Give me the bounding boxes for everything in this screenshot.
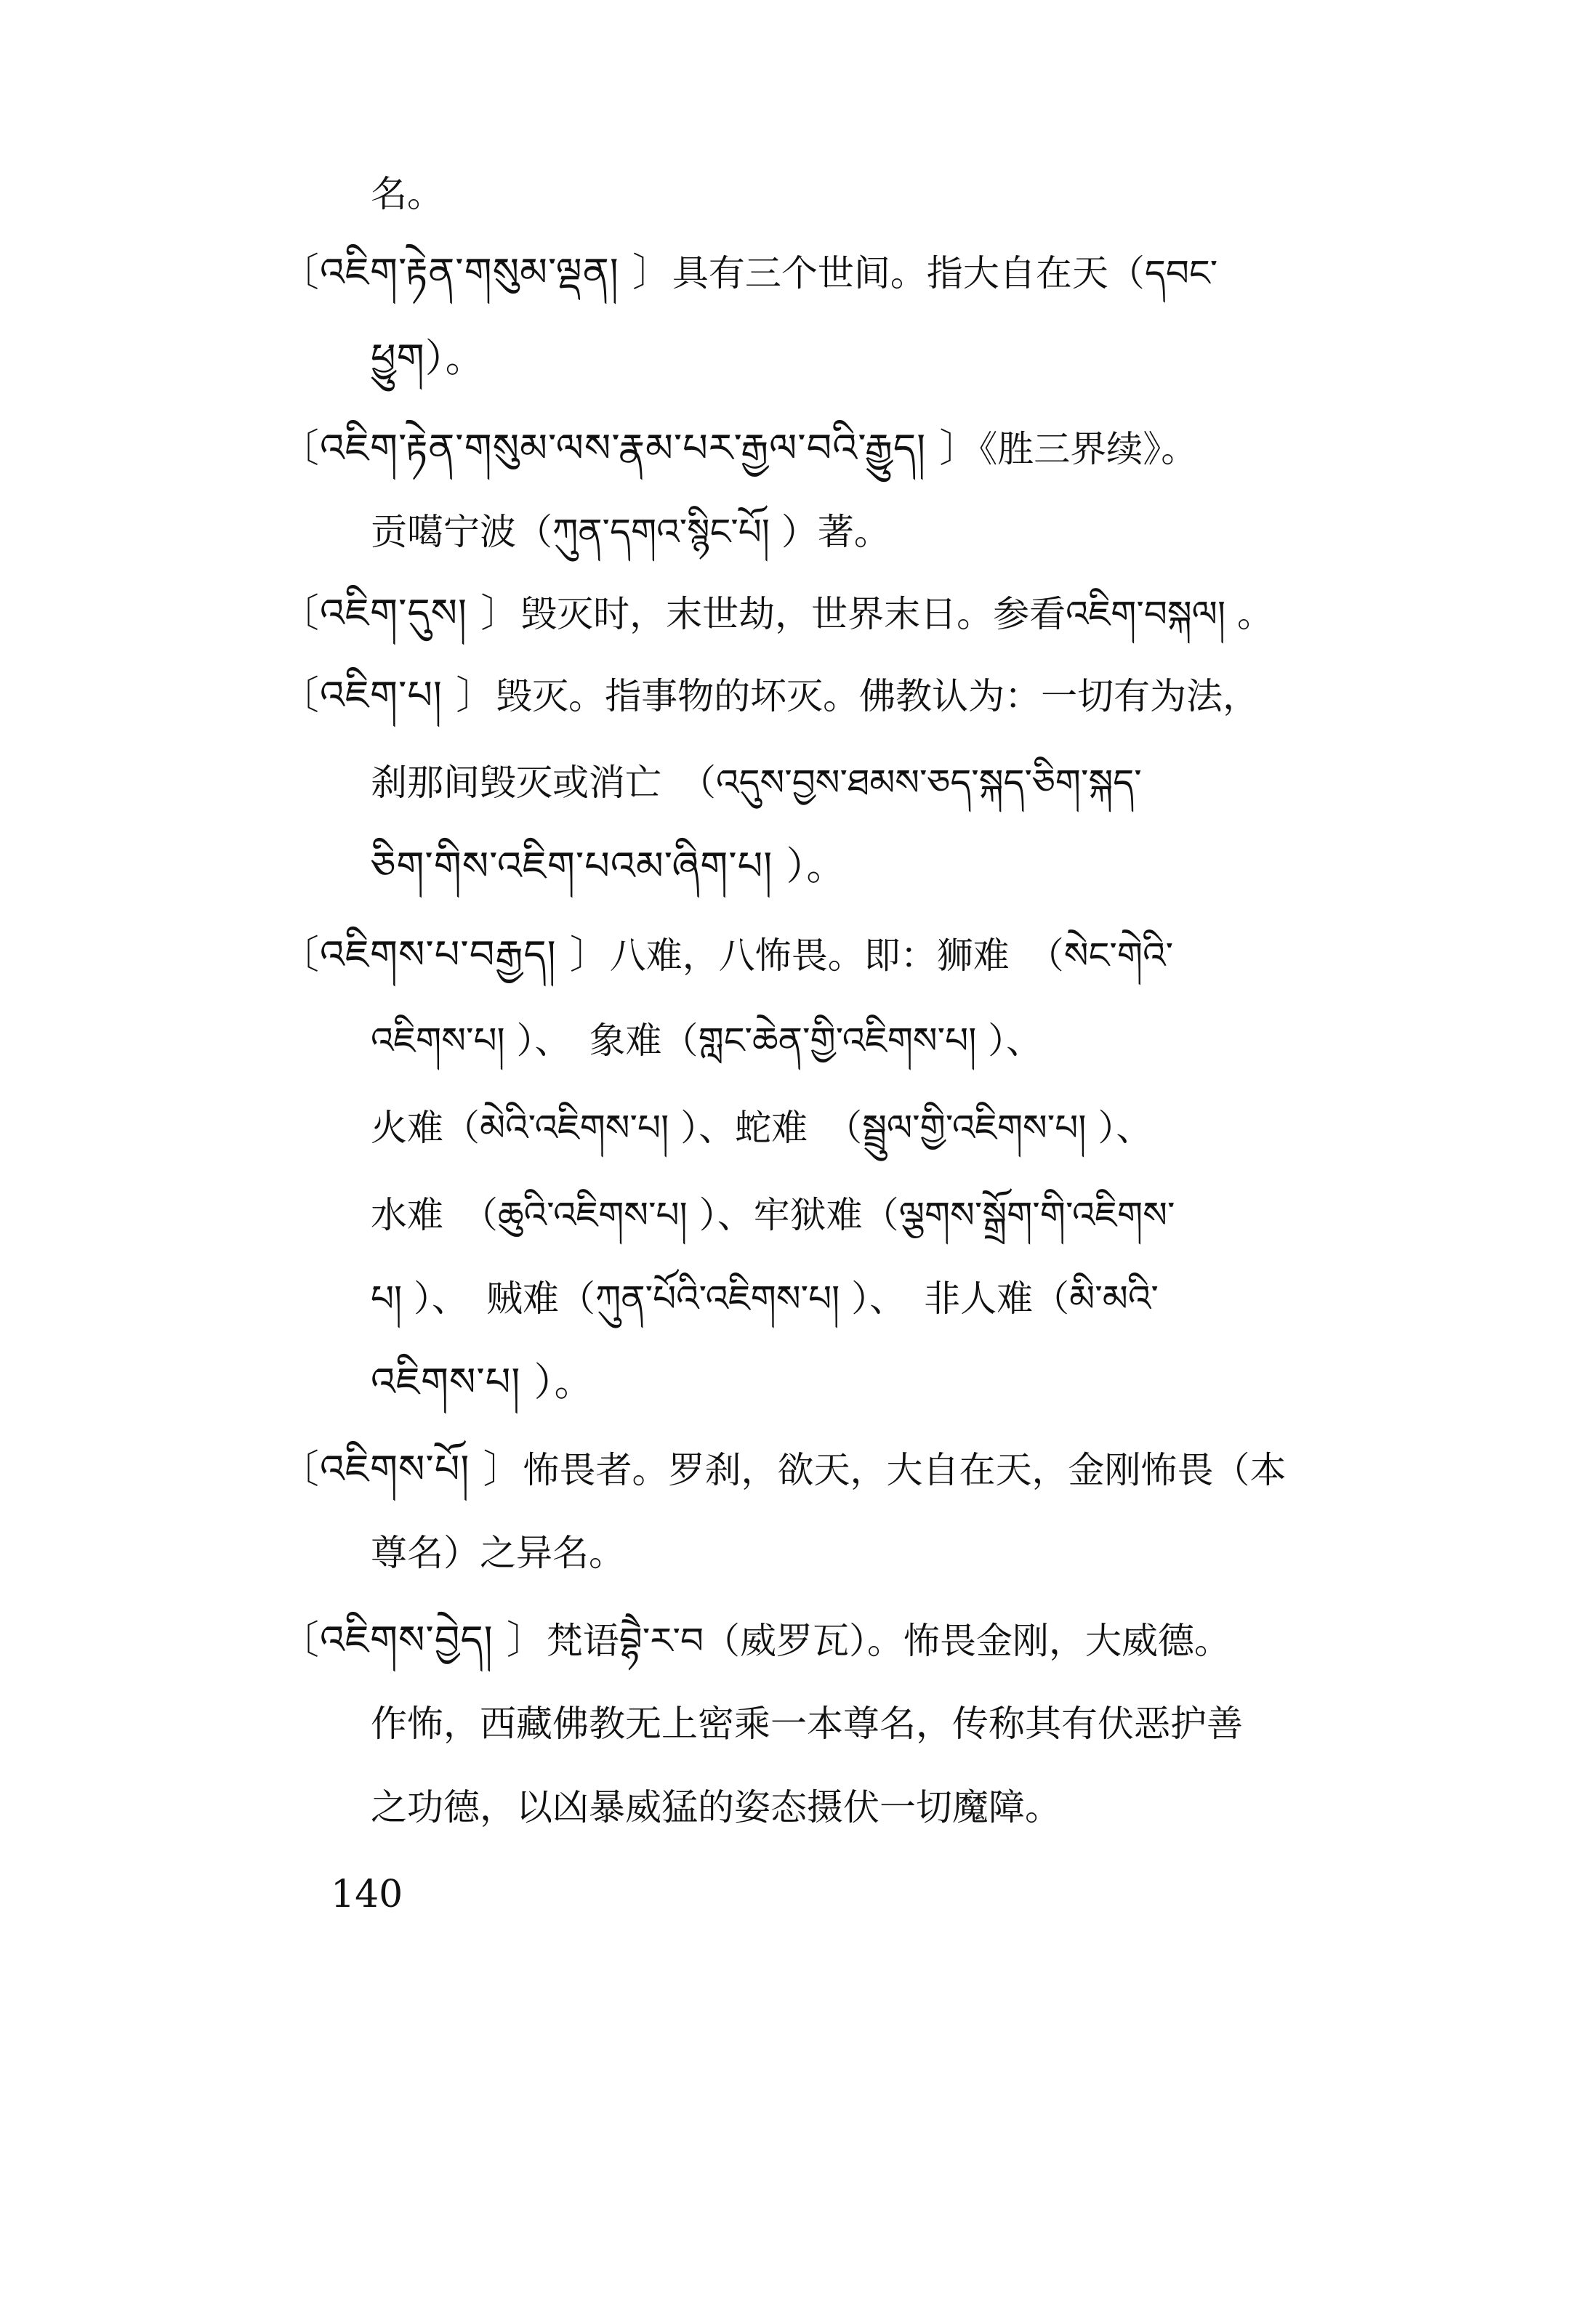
text-line xyxy=(371,335,486,382)
entry-line xyxy=(280,1446,1287,1493)
definition-text: 怖畏者。罗刹，欲天，大自在天，金刚怖畏（本 xyxy=(523,1449,1287,1491)
line-text: 尊名）之异名。 xyxy=(371,1532,625,1574)
text-line xyxy=(371,1192,1175,1238)
line-text: 名。 xyxy=(371,173,443,215)
headword: 〔འཇིགས་པ་བརྒྱད། 〕 xyxy=(280,932,610,977)
headword: 〔འཇིག་རྟེན་གསུམ་ལྡན། 〕 xyxy=(280,249,672,295)
line-text: 贡噶宁波（ཀུན་དགའ་སྙིང་པོ། ）著。 xyxy=(371,511,890,553)
text-line xyxy=(371,1359,595,1406)
text-line xyxy=(371,1017,1042,1064)
entry-line xyxy=(280,249,1217,296)
text-line xyxy=(371,509,890,555)
line-text: ཕྱུག）。 xyxy=(371,335,486,381)
line-text: འཇིགས་པ། ）。 xyxy=(371,1359,595,1405)
headword: 〔འཇིག་པ། 〕 xyxy=(280,672,496,718)
line-text: 火难（མེའི་འཇིགས་པ། ）、蛇难 （སྦྲུལ་གྱི་འཇིགས་པ། ）、 xyxy=(371,1107,1153,1149)
line-text: འཇིགས་པ། ）、 象难（གླང་ཆེན་གྱི་འཇིགས་པ། ）、 xyxy=(371,1020,1043,1062)
text-line xyxy=(371,1105,1152,1151)
line-text: པ། ）、 贼难（ཀུན་པོའི་འཇིགས་པ། ）、 非人难（མི་མའི་ xyxy=(371,1278,1159,1320)
definition-text: 《胜三界续》。 xyxy=(979,428,1198,470)
entry-line xyxy=(280,672,1259,719)
entry-line xyxy=(280,425,1197,472)
line-text: 刹那间毁灭或消亡 （འདུས་བྱས་ཐམས་ཅད་སྐད་ཅིག་སྐད་ xyxy=(371,762,1142,804)
definition-text: 毁灭时，末世劫，世界末日。参看འཇིག་བསྐལ། 。 xyxy=(520,593,1273,635)
definition-text: 毁灭。指事物的坏灭。佛教认为：一切有为法， xyxy=(496,675,1260,717)
definition-text: 梵语བྷཻ་ར་བ（威罗瓦）。怖畏金刚，大威德。 xyxy=(546,1620,1231,1662)
text-line xyxy=(371,1784,1061,1831)
entry-line xyxy=(280,1617,1231,1664)
line-text: 水难 （ཆུའི་འཇིགས་པ། ）、牢狱难（ལྕགས་སྒྲོག་གི་འཇིགས་ xyxy=(371,1194,1175,1236)
text-line xyxy=(371,1275,1159,1322)
page-number: 140 xyxy=(331,1873,403,1916)
text-line xyxy=(371,171,443,217)
text-line xyxy=(371,1530,625,1576)
line-text: 之功德，以凶暴威猛的姿态摄伏一切魔障。 xyxy=(371,1786,1061,1828)
line-text: 作怖，西藏佛教无上密乘一本尊名，传称其有伏恶护善 xyxy=(371,1703,1243,1745)
line-text: ཅིག་གིས་འཇིག་པའམ་ཞིག་པ། ）。 xyxy=(371,843,847,889)
headword: 〔འཇིགས་པོ། 〕 xyxy=(280,1446,523,1492)
headword: 〔འཇིག་རྟེན་གསུམ་ལས་རྣམ་པར་རྒྱལ་བའི་རྒྱུད། 〕 xyxy=(280,425,980,471)
entry-line xyxy=(280,932,1173,979)
headword: 〔འཇིག་དུས། 〕 xyxy=(280,590,521,636)
text-line xyxy=(371,1700,1243,1747)
entry-line xyxy=(280,590,1273,637)
text-line xyxy=(371,843,846,890)
headword: 〔འཇིགས་བྱེད། 〕 xyxy=(280,1617,547,1663)
definition-text: 具有三个世间。指大自在天（དབང་ xyxy=(672,252,1218,294)
text-line xyxy=(371,759,1142,806)
definition-text: 八难，八怖畏。即：狮难 （སེང་གེའི་ xyxy=(609,935,1174,977)
